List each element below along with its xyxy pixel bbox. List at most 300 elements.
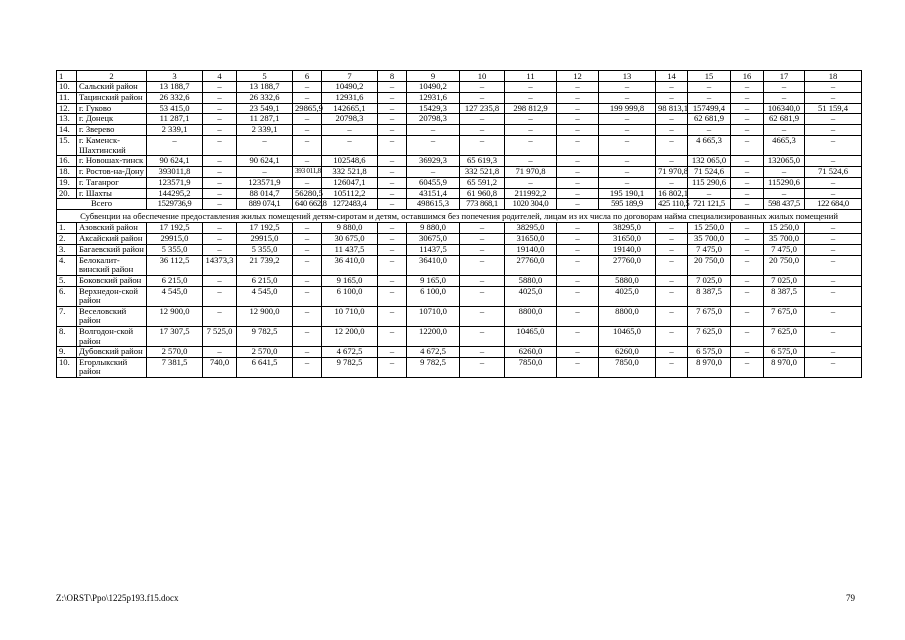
value-cell: – [237, 166, 293, 177]
value-cell: 2 339,1 [147, 125, 203, 136]
value-cell: – [378, 223, 407, 234]
value-cell: – [599, 166, 656, 177]
value-cell: – [731, 233, 764, 244]
value-cell: – [203, 347, 237, 358]
value-cell: 12200,0 [407, 326, 460, 346]
value-cell: – [731, 82, 764, 93]
municipality-name: Егорлыкский район [77, 357, 147, 377]
value-cell: – [460, 286, 505, 306]
value-cell: – [203, 188, 237, 199]
municipality-name: Багаевский район [77, 244, 147, 255]
value-cell: – [805, 306, 862, 326]
municipality-name: Белокалит-винский район [77, 255, 147, 275]
value-cell: – [505, 177, 557, 188]
value-cell: 7 381,5 [147, 357, 203, 377]
value-cell: – [378, 306, 407, 326]
value-cell: – [557, 286, 599, 306]
value-cell: 10465,0 [505, 326, 557, 346]
header-cell: 18 [805, 71, 862, 82]
value-cell: 38295,0 [599, 223, 656, 234]
value-cell: – [557, 347, 599, 358]
value-cell: – [460, 326, 505, 346]
value-cell: – [293, 306, 322, 326]
row-number: 8. [57, 326, 77, 346]
value-cell: – [764, 188, 805, 199]
value-cell: 35 700,0 [688, 233, 731, 244]
value-cell: 16 802,1 [656, 188, 688, 199]
value-cell: – [203, 166, 237, 177]
value-cell: – [378, 255, 407, 275]
value-cell: – [203, 177, 237, 188]
value-cell: 5880,0 [505, 275, 557, 286]
value-cell: – [460, 233, 505, 244]
value-cell: – [805, 233, 862, 244]
value-cell: 36929,3 [407, 156, 460, 167]
municipality-name: Азовский район [77, 223, 147, 234]
value-cell: – [805, 82, 862, 93]
row-number: 11. [57, 92, 77, 103]
total-label: Всего [57, 199, 147, 210]
header-cell: 6 [293, 71, 322, 82]
value-cell: – [731, 166, 764, 177]
header-cell: 3 [147, 71, 203, 82]
table-row [57, 233, 862, 244]
table-row [57, 275, 862, 286]
municipality-name: г. Таганрог [77, 177, 147, 188]
value-cell: 71 524,6 [805, 166, 862, 177]
row-number: 15. [57, 135, 77, 155]
municipality-name: Дубовский район [77, 347, 147, 358]
municipality-name: Тацинский район [77, 92, 147, 103]
value-cell: – [203, 103, 237, 114]
value-cell: 132 065,0 [688, 156, 731, 167]
value-cell: – [599, 177, 656, 188]
value-cell: – [203, 244, 237, 255]
value-cell: – [557, 357, 599, 377]
value-cell: 8 970,0 [688, 357, 731, 377]
value-cell: 14373,3 [203, 255, 237, 275]
value-cell: – [688, 82, 731, 93]
header-cell: 12 [557, 71, 599, 82]
value-cell: 30675,0 [407, 233, 460, 244]
value-cell: – [731, 135, 764, 155]
value-cell: 105112,2 [322, 188, 378, 199]
value-cell: – [805, 275, 862, 286]
value-cell: – [731, 125, 764, 136]
value-cell: – [378, 92, 407, 103]
value-cell: 6 100,0 [322, 286, 378, 306]
value-cell: – [731, 255, 764, 275]
value-cell: 12931,6 [407, 92, 460, 103]
value-cell: 27760,0 [599, 255, 656, 275]
value-cell: – [293, 125, 322, 136]
value-cell: 7 675,0 [764, 306, 805, 326]
value-cell: 9 782,5 [407, 357, 460, 377]
value-cell: 8 970,0 [764, 357, 805, 377]
value-cell: – [688, 188, 731, 199]
value-cell: – [505, 125, 557, 136]
value-cell: – [378, 177, 407, 188]
value-cell: 157499,4 [688, 103, 731, 114]
value-cell: – [557, 156, 599, 167]
value-cell: – [203, 306, 237, 326]
value-cell: – [557, 233, 599, 244]
municipality-name: Волгодон-ской район [77, 326, 147, 346]
value-cell: 10490,2 [322, 82, 378, 93]
value-cell: 90 624,1 [237, 156, 293, 167]
value-cell: – [203, 223, 237, 234]
value-cell: – [407, 125, 460, 136]
total-value-cell: – [557, 199, 599, 210]
table-row [57, 188, 862, 199]
total-value-cell: 1529736,9 [147, 199, 203, 210]
value-cell: 9 880,0 [407, 223, 460, 234]
value-cell: – [293, 347, 322, 358]
value-cell: – [378, 188, 407, 199]
value-cell: – [203, 82, 237, 93]
value-cell: 4 672,5 [407, 347, 460, 358]
value-cell: 38295,0 [505, 223, 557, 234]
value-cell: 21 739,2 [237, 255, 293, 275]
value-cell: 4665,3 [764, 135, 805, 155]
table-row [57, 357, 862, 377]
value-cell: – [656, 135, 688, 155]
value-cell: – [378, 233, 407, 244]
row-number: 3. [57, 244, 77, 255]
value-cell: – [557, 92, 599, 103]
value-cell: 11 287,1 [237, 114, 293, 125]
value-cell: – [656, 326, 688, 346]
value-cell: 123571,9 [237, 177, 293, 188]
table-row [57, 156, 862, 167]
value-cell: 211992,2 [505, 188, 557, 199]
table-row [57, 306, 862, 326]
value-cell: – [731, 103, 764, 114]
value-cell: 7 625,0 [688, 326, 731, 346]
value-cell: 8 387,5 [764, 286, 805, 306]
value-cell: – [460, 82, 505, 93]
table-row [57, 223, 862, 234]
value-cell: 4025,0 [505, 286, 557, 306]
value-cell: 11 287,1 [147, 114, 203, 125]
total-value-cell: 1020 304,0 [505, 199, 557, 210]
value-cell: – [688, 125, 731, 136]
municipality-name: Веселовский район [77, 306, 147, 326]
value-cell: – [805, 114, 862, 125]
value-cell: – [322, 125, 378, 136]
value-cell: – [293, 326, 322, 346]
value-cell: – [378, 156, 407, 167]
value-cell: 332 521,8 [460, 166, 505, 177]
row-number: 19. [57, 177, 77, 188]
value-cell: 20798,3 [322, 114, 378, 125]
value-cell: 7850,0 [599, 357, 656, 377]
value-cell: 27760,0 [505, 255, 557, 275]
value-cell: 132065,0 [764, 156, 805, 167]
value-cell: 9 880,0 [322, 223, 378, 234]
header-cell: 2 [77, 71, 147, 82]
row-number: 16. [57, 156, 77, 167]
value-cell: – [656, 255, 688, 275]
row-number: 7. [57, 306, 77, 326]
value-cell: – [656, 156, 688, 167]
value-cell: – [656, 347, 688, 358]
value-cell: – [805, 156, 862, 167]
value-cell: – [656, 357, 688, 377]
value-cell: – [731, 275, 764, 286]
header-cell: 5 [237, 71, 293, 82]
value-cell: – [557, 177, 599, 188]
header-cell: 11 [505, 71, 557, 82]
value-cell: – [505, 156, 557, 167]
value-cell: 6 575,0 [688, 347, 731, 358]
value-cell: 115290,6 [764, 177, 805, 188]
value-cell: 15429,3 [407, 103, 460, 114]
value-cell: 4 665,3 [688, 135, 731, 155]
row-number: 10. [57, 82, 77, 93]
value-cell: 106340,0 [764, 103, 805, 114]
value-cell: – [293, 92, 322, 103]
value-cell: 35 700,0 [764, 233, 805, 244]
value-cell: – [731, 114, 764, 125]
value-cell: 4025,0 [599, 286, 656, 306]
value-cell: – [460, 92, 505, 103]
value-cell: – [293, 135, 322, 155]
value-cell: – [203, 156, 237, 167]
table-row [57, 255, 862, 275]
value-cell: 15 250,0 [688, 223, 731, 234]
header-cell: 15 [688, 71, 731, 82]
value-cell: – [378, 244, 407, 255]
value-cell: – [599, 92, 656, 103]
total-value-cell: 640 662,8 [293, 199, 322, 210]
value-cell: – [460, 306, 505, 326]
value-cell: – [460, 223, 505, 234]
value-cell: 12 900,0 [147, 306, 203, 326]
section-title-row [57, 210, 862, 223]
value-cell: 23 549,1 [237, 103, 293, 114]
value-cell: 7 025,0 [688, 275, 731, 286]
value-cell: – [505, 92, 557, 103]
value-cell: 4 545,0 [237, 286, 293, 306]
value-cell: – [505, 135, 557, 155]
total-value-cell: 889 074,1 [237, 199, 293, 210]
value-cell: – [293, 286, 322, 306]
header-cell: 13 [599, 71, 656, 82]
value-cell: 102548,6 [322, 156, 378, 167]
table-row [57, 326, 862, 346]
value-cell: – [599, 125, 656, 136]
value-cell: – [764, 166, 805, 177]
value-cell: – [656, 275, 688, 286]
value-cell: – [293, 275, 322, 286]
value-cell: – [557, 125, 599, 136]
value-cell: – [293, 156, 322, 167]
value-cell: – [147, 135, 203, 155]
municipality-name: Аксайский район [77, 233, 147, 244]
value-cell: 7 525,0 [203, 326, 237, 346]
value-cell: – [293, 82, 322, 93]
value-cell: – [805, 347, 862, 358]
value-cell: – [731, 223, 764, 234]
municipality-name: г. Донецк [77, 114, 147, 125]
value-cell: 13 188,7 [237, 82, 293, 93]
value-cell: 7 675,0 [688, 306, 731, 326]
table-row [57, 92, 862, 103]
value-cell: – [656, 92, 688, 103]
total-value-cell: 425 110,5 [656, 199, 688, 210]
value-cell: 144295,2 [147, 188, 203, 199]
value-cell: 29865,9 [293, 103, 322, 114]
table-row [57, 166, 862, 177]
value-cell: – [293, 357, 322, 377]
value-cell: 30 675,0 [322, 233, 378, 244]
value-cell: – [322, 135, 378, 155]
row-number: 12. [57, 103, 77, 114]
value-cell: – [557, 166, 599, 177]
value-cell: – [764, 82, 805, 93]
header-cell: 4 [203, 71, 237, 82]
value-cell: 10 710,0 [322, 306, 378, 326]
value-cell: – [599, 156, 656, 167]
value-cell: – [764, 125, 805, 136]
municipality-name: г. Каменск-Шахтинский [77, 135, 147, 155]
value-cell: 9 165,0 [322, 275, 378, 286]
value-cell: 26 332,6 [147, 92, 203, 103]
value-cell: 62 681,9 [688, 114, 731, 125]
value-cell: 298 812,9 [505, 103, 557, 114]
value-cell: – [460, 114, 505, 125]
value-cell: 62 681,9 [764, 114, 805, 125]
value-cell: – [656, 244, 688, 255]
value-cell: 9 165,0 [407, 275, 460, 286]
value-cell: – [237, 135, 293, 155]
table-row [57, 286, 862, 306]
value-cell: – [505, 82, 557, 93]
value-cell: – [203, 114, 237, 125]
total-value-cell: – [731, 199, 764, 210]
table-row [57, 114, 862, 125]
header-cell: 8 [378, 71, 407, 82]
value-cell: – [805, 125, 862, 136]
value-cell: – [764, 92, 805, 103]
value-cell: 8 387,5 [688, 286, 731, 306]
row-number: 14. [57, 125, 77, 136]
value-cell: – [688, 92, 731, 103]
footer-file-path: Z:\ORST\Ppo\1225p193.f15.docx [56, 593, 179, 603]
value-cell: 19140,0 [599, 244, 656, 255]
value-cell: 60455,9 [407, 177, 460, 188]
value-cell: – [293, 223, 322, 234]
value-cell: – [460, 255, 505, 275]
total-value-cell: 721 121,5 [688, 199, 731, 210]
footer-page-number: 79 [846, 593, 855, 603]
value-cell: 15 250,0 [764, 223, 805, 234]
value-cell: – [599, 114, 656, 125]
value-cell: – [805, 92, 862, 103]
value-cell: 5 355,0 [237, 244, 293, 255]
value-cell: 10710,0 [407, 306, 460, 326]
value-cell: – [460, 347, 505, 358]
value-cell: – [805, 255, 862, 275]
value-cell: – [460, 357, 505, 377]
total-value-cell: – [378, 199, 407, 210]
value-cell: 36 410,0 [322, 255, 378, 275]
value-cell: – [557, 255, 599, 275]
value-cell: – [731, 347, 764, 358]
value-cell: 8800,0 [599, 306, 656, 326]
value-cell: – [805, 135, 862, 155]
subsidy-table [56, 70, 862, 378]
value-cell: – [805, 244, 862, 255]
municipality-name: г. Гуково [77, 103, 147, 114]
value-cell: 2 570,0 [237, 347, 293, 358]
value-cell: – [460, 125, 505, 136]
value-cell: – [203, 275, 237, 286]
table-row [57, 177, 862, 188]
row-number: 13. [57, 114, 77, 125]
header-cell: 17 [764, 71, 805, 82]
value-cell: 7 025,0 [764, 275, 805, 286]
total-value-cell: 773 868,1 [460, 199, 505, 210]
table-row [57, 125, 862, 136]
value-cell: – [378, 166, 407, 177]
total-value-cell: 122 684,0 [805, 199, 862, 210]
value-cell: 65 619,3 [460, 156, 505, 167]
value-cell: 6 641,5 [237, 357, 293, 377]
value-cell: – [505, 114, 557, 125]
total-value-cell: 595 189,9 [599, 199, 656, 210]
value-cell: – [378, 114, 407, 125]
value-cell: 12 200,0 [322, 326, 378, 346]
value-cell: 11 437,5 [322, 244, 378, 255]
value-cell: – [731, 326, 764, 346]
row-number: 1. [57, 223, 77, 234]
value-cell: 31650,0 [599, 233, 656, 244]
value-cell: 8800,0 [505, 306, 557, 326]
value-cell: – [203, 233, 237, 244]
row-number: 20. [57, 188, 77, 199]
value-cell: 6 215,0 [147, 275, 203, 286]
value-cell: 71 970,8 [505, 166, 557, 177]
value-cell: – [378, 347, 407, 358]
municipality-name: г. Шахты [77, 188, 147, 199]
municipality-name: г. Зверево [77, 125, 147, 136]
value-cell: 65 591,2 [460, 177, 505, 188]
value-cell: – [557, 82, 599, 93]
value-cell: – [203, 135, 237, 155]
value-cell: – [407, 135, 460, 155]
value-cell: 17 307,5 [147, 326, 203, 346]
value-cell: 115 290,6 [688, 177, 731, 188]
value-cell: 90 624,1 [147, 156, 203, 167]
value-cell: – [557, 135, 599, 155]
value-cell: – [293, 177, 322, 188]
value-cell: – [378, 135, 407, 155]
value-cell: – [656, 306, 688, 326]
value-cell: – [203, 125, 237, 136]
header-row [57, 71, 862, 82]
value-cell: 12 900,0 [237, 306, 293, 326]
municipality-name: Боковский район [77, 275, 147, 286]
value-cell: 71 524,6 [688, 166, 731, 177]
municipality-name: г. Новошах-тинск [77, 156, 147, 167]
value-cell: – [378, 357, 407, 377]
value-cell: – [731, 188, 764, 199]
value-cell: – [731, 244, 764, 255]
value-cell: 20798,3 [407, 114, 460, 125]
row-number: 6. [57, 286, 77, 306]
